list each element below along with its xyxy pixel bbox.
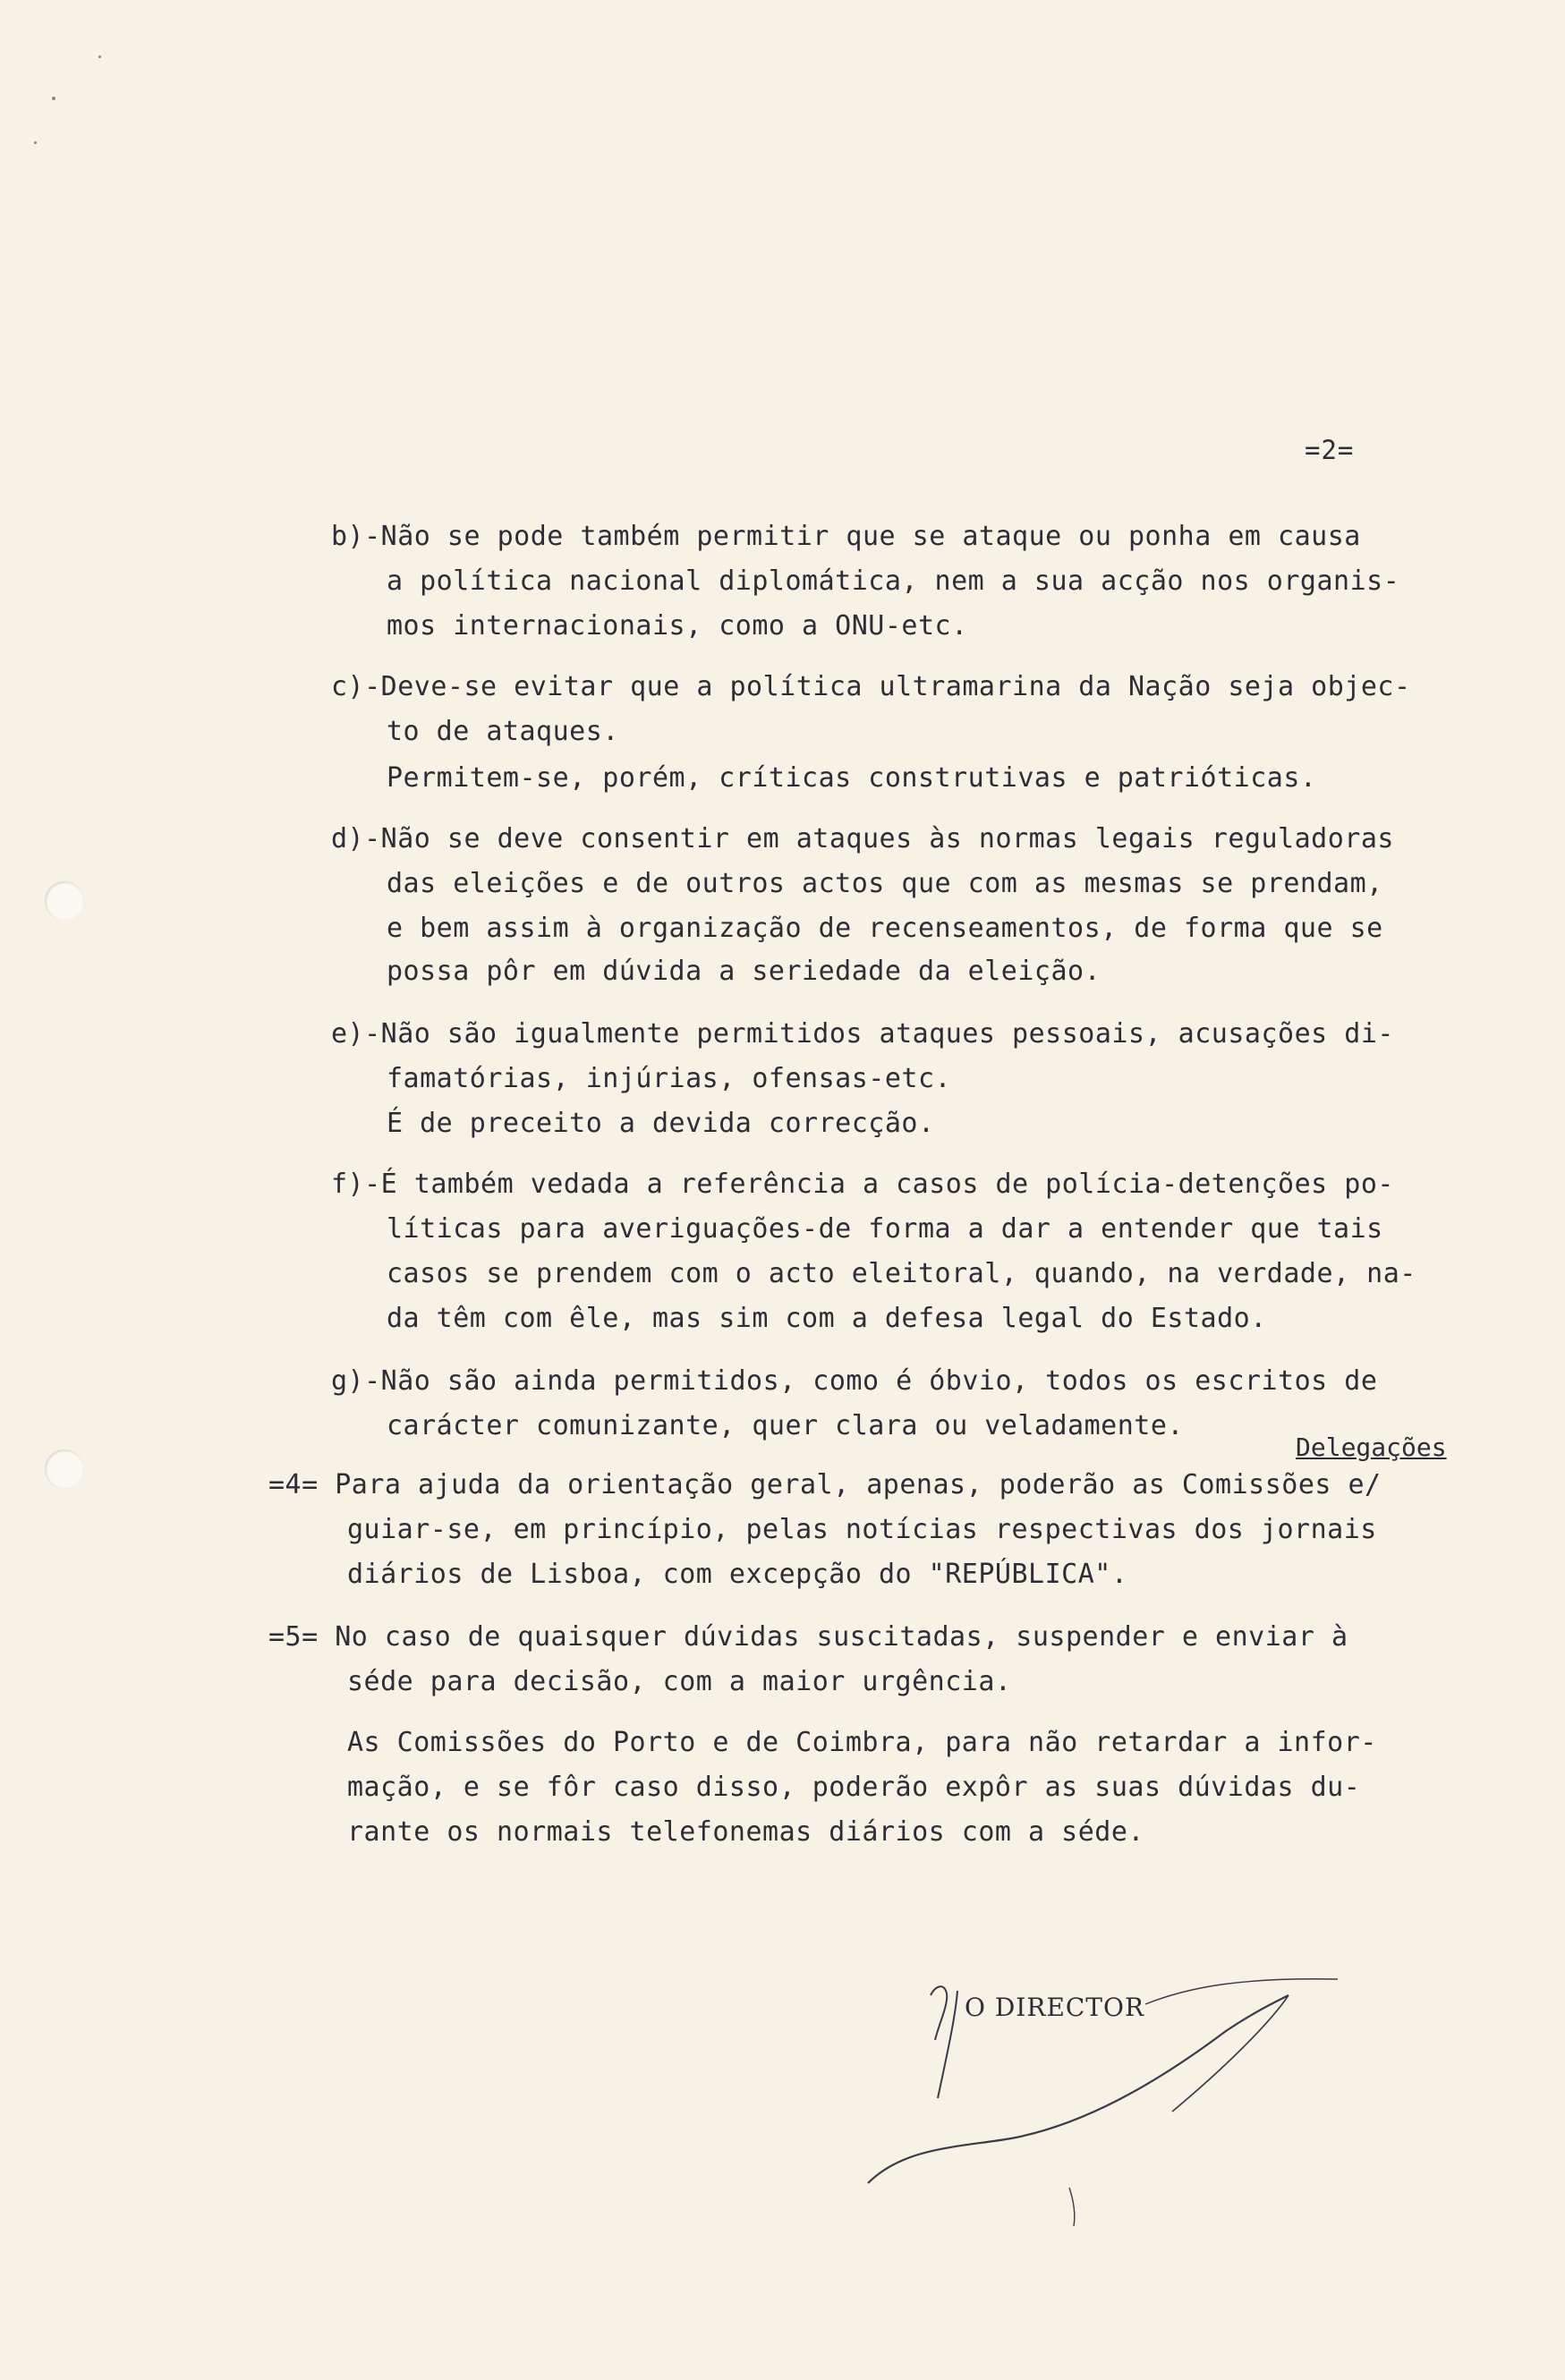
item-e-line: famatórias, injúrias, ofensas-etc. (387, 1063, 952, 1094)
punch-hole-bottom (45, 1449, 84, 1489)
item-c-line: to de ataques. (387, 716, 619, 747)
page-number: =2= (1305, 435, 1355, 465)
paragraph-4-line: guiar-se, em princípio, pelas notícias respectivas dos jornais (347, 1514, 1377, 1545)
item-d-line: possa pôr em dúvida a seriedade da eleição. (387, 956, 1101, 987)
item-d-line: d)-Não se deve consentir em ataques às normas legais reguladoras (331, 823, 1394, 854)
marginal-addition: Delegações (1296, 1432, 1447, 1462)
item-g-line: g)-Não são ainda permitidos, como é óbvio, todos os escritos de (331, 1365, 1378, 1397)
paragraph-4-line: =4= Para ajuda da orientação geral, apenas, poderão as Comissões e/ (268, 1469, 1382, 1500)
item-f-line: da têm com êle, mas sim com a defesa legal do Estado. (387, 1303, 1267, 1334)
signature-label: O DIRECTOR (965, 1993, 1145, 2022)
item-d-line: das eleições e de outros actos que com as mesmas se prendam, (387, 868, 1383, 899)
item-b-line: a política nacional diplomática, nem a sua acção nos organis- (387, 565, 1400, 597)
item-c-line: c)-Deve-se evitar que a política ultramarina da Nação seja objec- (331, 671, 1411, 702)
paragraph-6-line: rante os normais telefonemas diários com a séde. (347, 1816, 1144, 1848)
punch-hole-top (45, 881, 84, 921)
item-g-line: carácter comunizante, quer clara ou veladamente. (387, 1410, 1184, 1441)
paragraph-6-line: mação, e se fôr caso disso, poderão expôr as suas dúvidas du- (347, 1772, 1361, 1803)
item-b-line: b)-Não se pode também permitir que se ataque ou ponha em causa (331, 521, 1361, 552)
paragraph-6-line: As Comissões do Porto e de Coimbra, para não retardar a infor- (347, 1727, 1377, 1758)
item-e-line: É de preceito a devida correcção. (387, 1108, 935, 1139)
item-c-line: Permitem-se, porém, críticas construtivas e patrióticas. (387, 762, 1317, 794)
item-b-line: mos internacionais, como a ONU-etc. (387, 610, 968, 642)
paper-speck (34, 141, 37, 144)
item-f-line: líticas para averiguações-de forma a dar a entender que tais (387, 1213, 1383, 1245)
paper-speck (52, 97, 55, 100)
item-f-line: f)-É também vedada a referência a casos de polícia-detenções po- (331, 1169, 1394, 1200)
paragraph-5-line: =5= No caso de quaisquer dúvidas suscitadas, suspender e enviar à (268, 1621, 1348, 1653)
item-d-line: e bem assim à organização de recenseamentos, de forma que se (387, 913, 1383, 944)
paragraph-5-line: séde para decisão, com a maior urgência. (347, 1666, 1012, 1697)
handwritten-signature (850, 1942, 1351, 2237)
paper-speck (98, 55, 101, 58)
item-f-line: casos se prendem com o acto eleitoral, quando, na verdade, na- (387, 1258, 1416, 1289)
paragraph-4-line: diários de Lisboa, com excepção do "REPÚBLICA". (347, 1559, 1128, 1590)
item-e-line: e)-Não são igualmente permitidos ataques pessoais, acusações di- (331, 1018, 1394, 1050)
